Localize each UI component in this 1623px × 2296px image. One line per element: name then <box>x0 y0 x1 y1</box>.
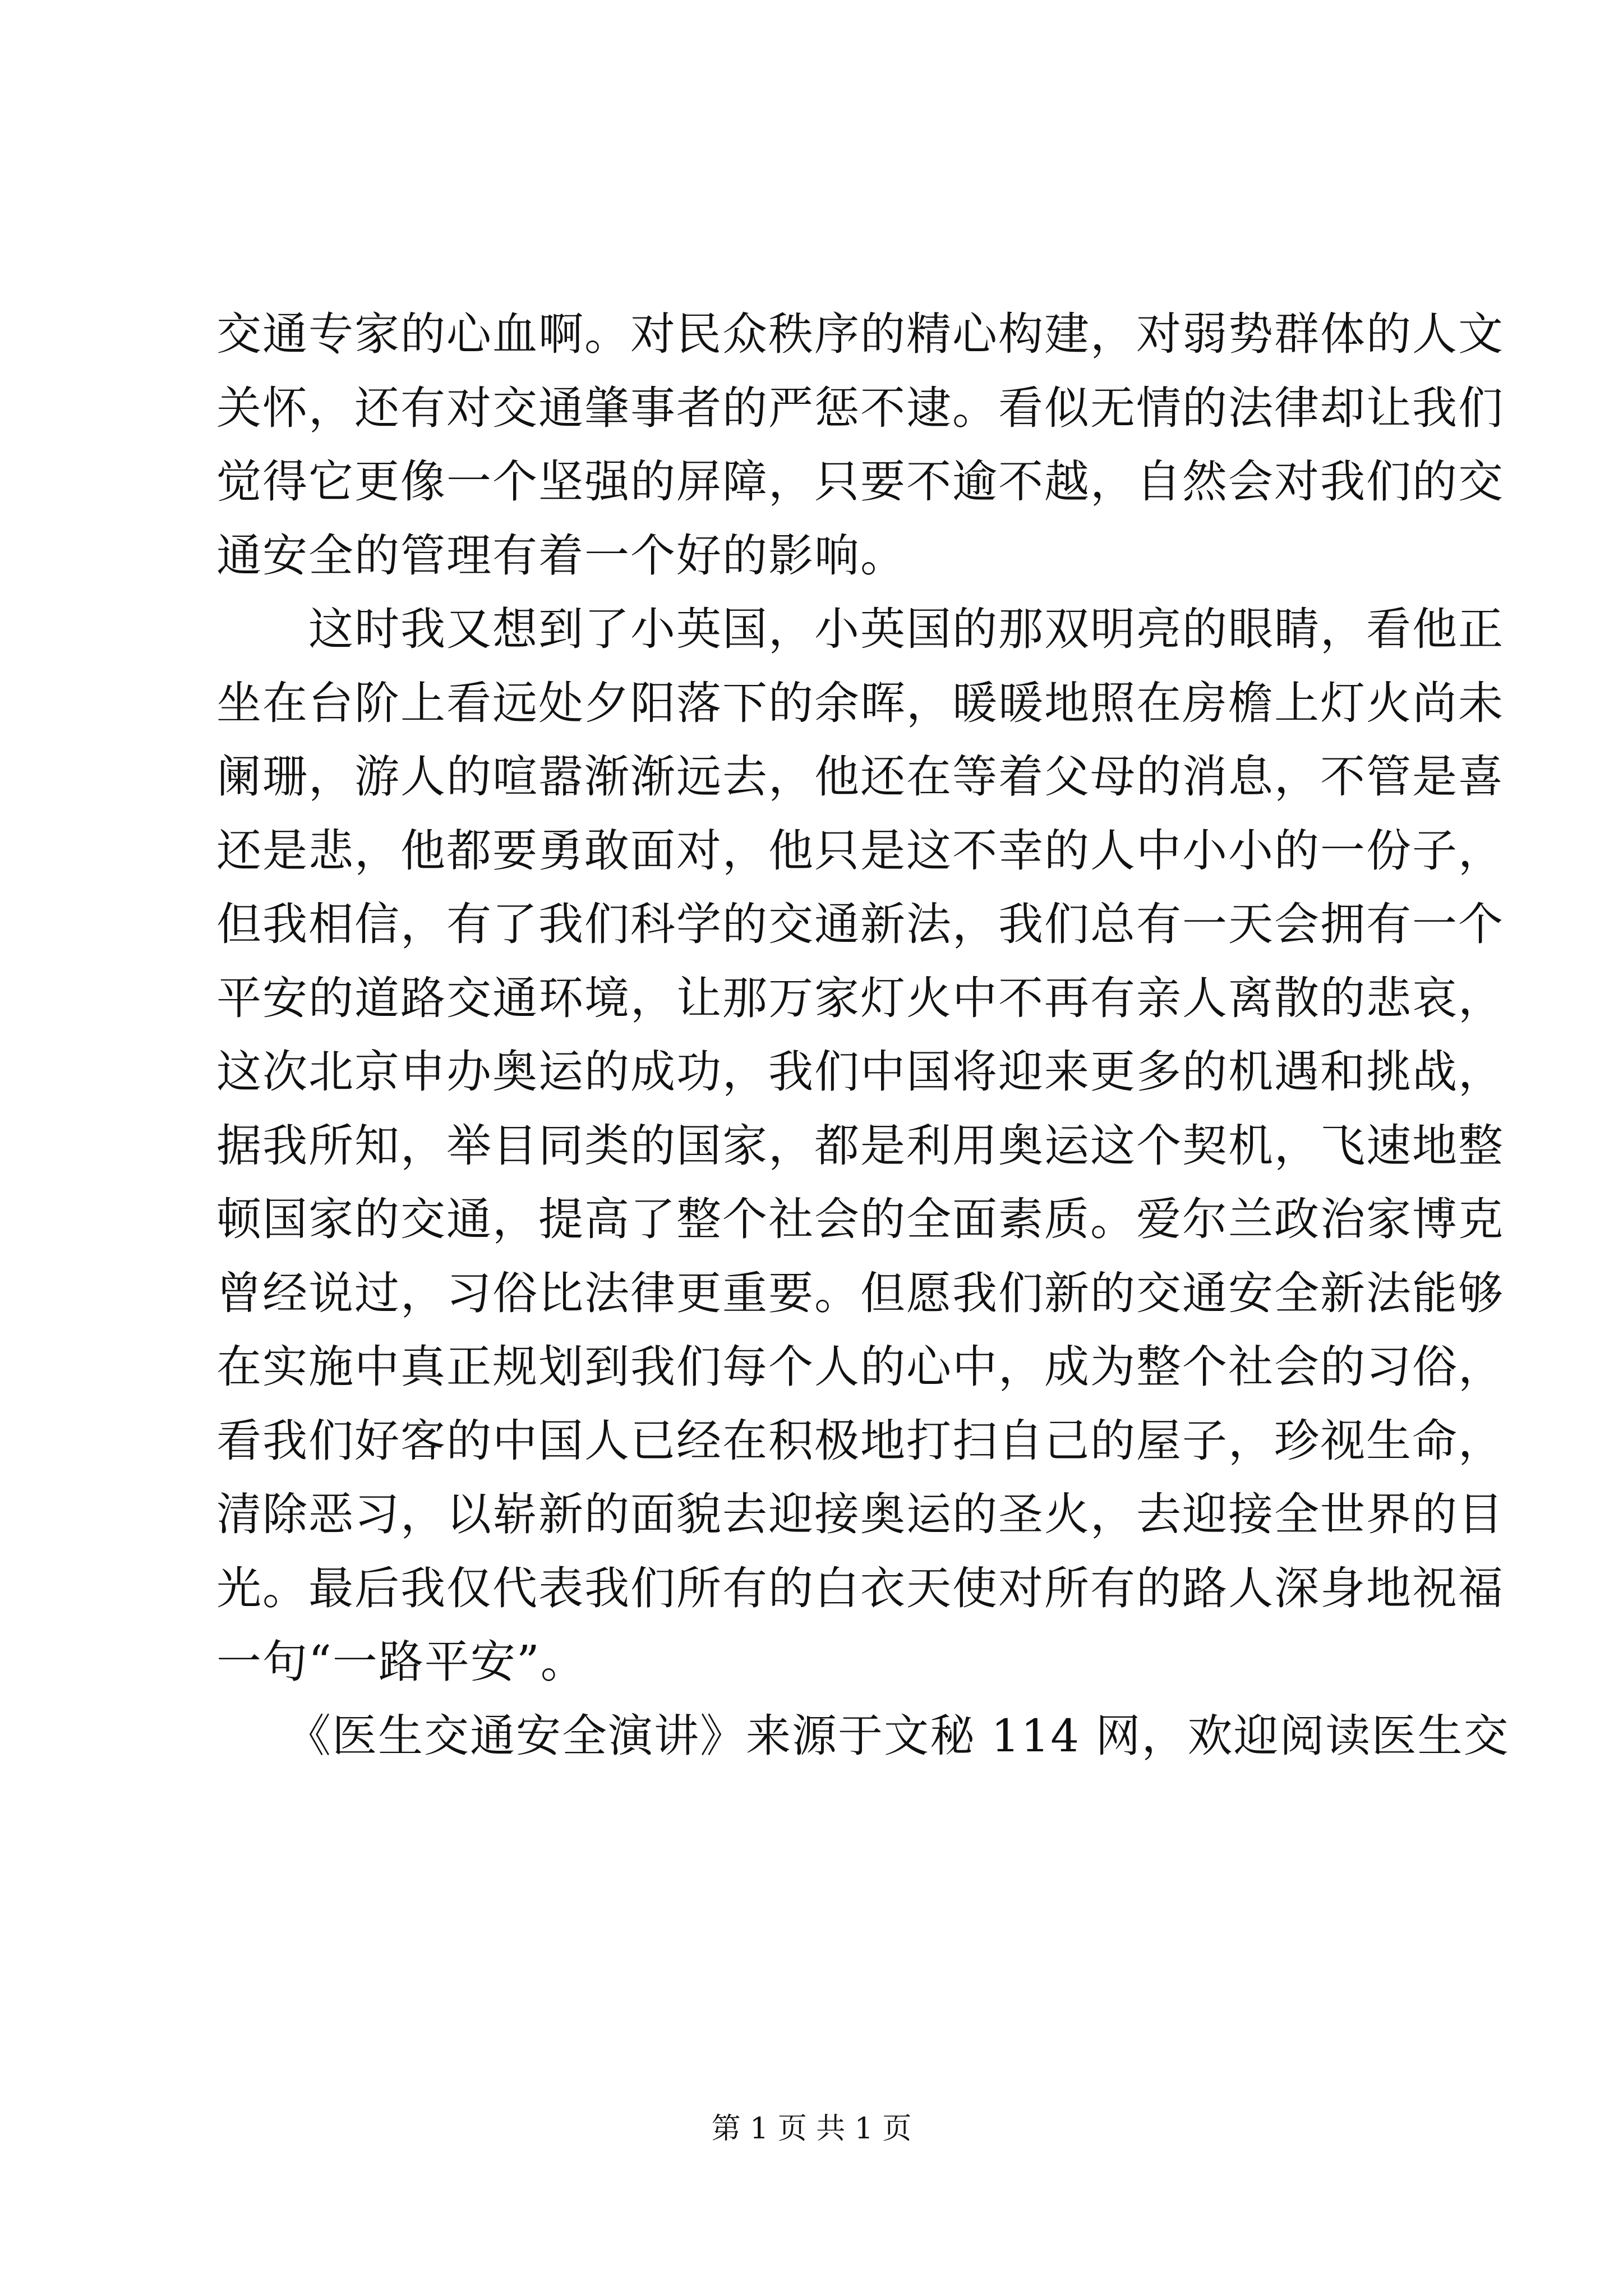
text-line: 光。最后我仅代表我们所有的白衣天使对所有的路人深身地祝福 <box>216 1562 1504 1614</box>
text-line: 这次北京申办奥运的成功，我们中国将迎来更多的机遇和挑战， <box>216 1046 1504 1098</box>
text-line: 《医生交通安全演讲》来源于文秘 114 网，欢迎阅读医生交 <box>216 1709 1510 1762</box>
text-line: 看我们好客的中国人已经在积极地打扫自己的屋子，珍视生命， <box>216 1414 1504 1467</box>
body-text <box>216 297 1510 1773</box>
text-line: 坐在台阶上看远处夕阳落下的余晖，暖暖地照在房檐上灯火尚未 <box>216 677 1504 729</box>
text-line: 在实施中真正规划到我们每个人的心中，成为整个社会的习俗， <box>216 1341 1504 1393</box>
text-line: 清除恶习，以崭新的面貌去迎接奥运的圣火，去迎接全世界的目 <box>216 1488 1504 1540</box>
text-line: 还是悲，他都要勇敢面对，他只是这不幸的人中小小的一份子， <box>216 824 1504 877</box>
page-footer <box>0 2109 1623 2148</box>
text-line: 这时我又想到了小英国，小英国的那双明亮的眼睛，看他正 <box>216 603 1504 655</box>
page-number: 第 1 页 共 1 页 <box>711 2112 912 2146</box>
text-line: 但我相信，有了我们科学的交通新法，我们总有一天会拥有一个 <box>216 898 1504 950</box>
text-line: 阑珊，游人的喧嚣渐渐远去，他还在等着父母的消息，不管是喜 <box>216 751 1504 803</box>
text-line: 关怀，还有对交通肇事者的严惩不逮。看似无情的法律却让我们 <box>216 381 1504 434</box>
text-line: 顿国家的交通，提高了整个社会的全面素质。爱尔兰政治家博克 <box>216 1193 1504 1245</box>
text-line: 平安的道路交通环境，让那万家灯火中不再有亲人离散的悲哀， <box>216 972 1504 1024</box>
text-line: 曾经说过，习俗比法律更重要。但愿我们新的交通安全新法能够 <box>216 1267 1504 1319</box>
text-line: 觉得它更像一个坚强的屏障，只要不逾不越，自然会对我们的交 <box>216 455 1504 508</box>
text-line: 通安全的管理有着一个好的影响。 <box>216 529 906 582</box>
text-line: 交通专家的心血啊。对民众秩序的精心构建，对弱势群体的人文 <box>216 308 1504 360</box>
text-line: 一句“一路平安”。 <box>216 1636 587 1688</box>
text-line: 据我所知，举目同类的国家，都是利用奥运这个契机，飞速地整 <box>216 1119 1504 1172</box>
